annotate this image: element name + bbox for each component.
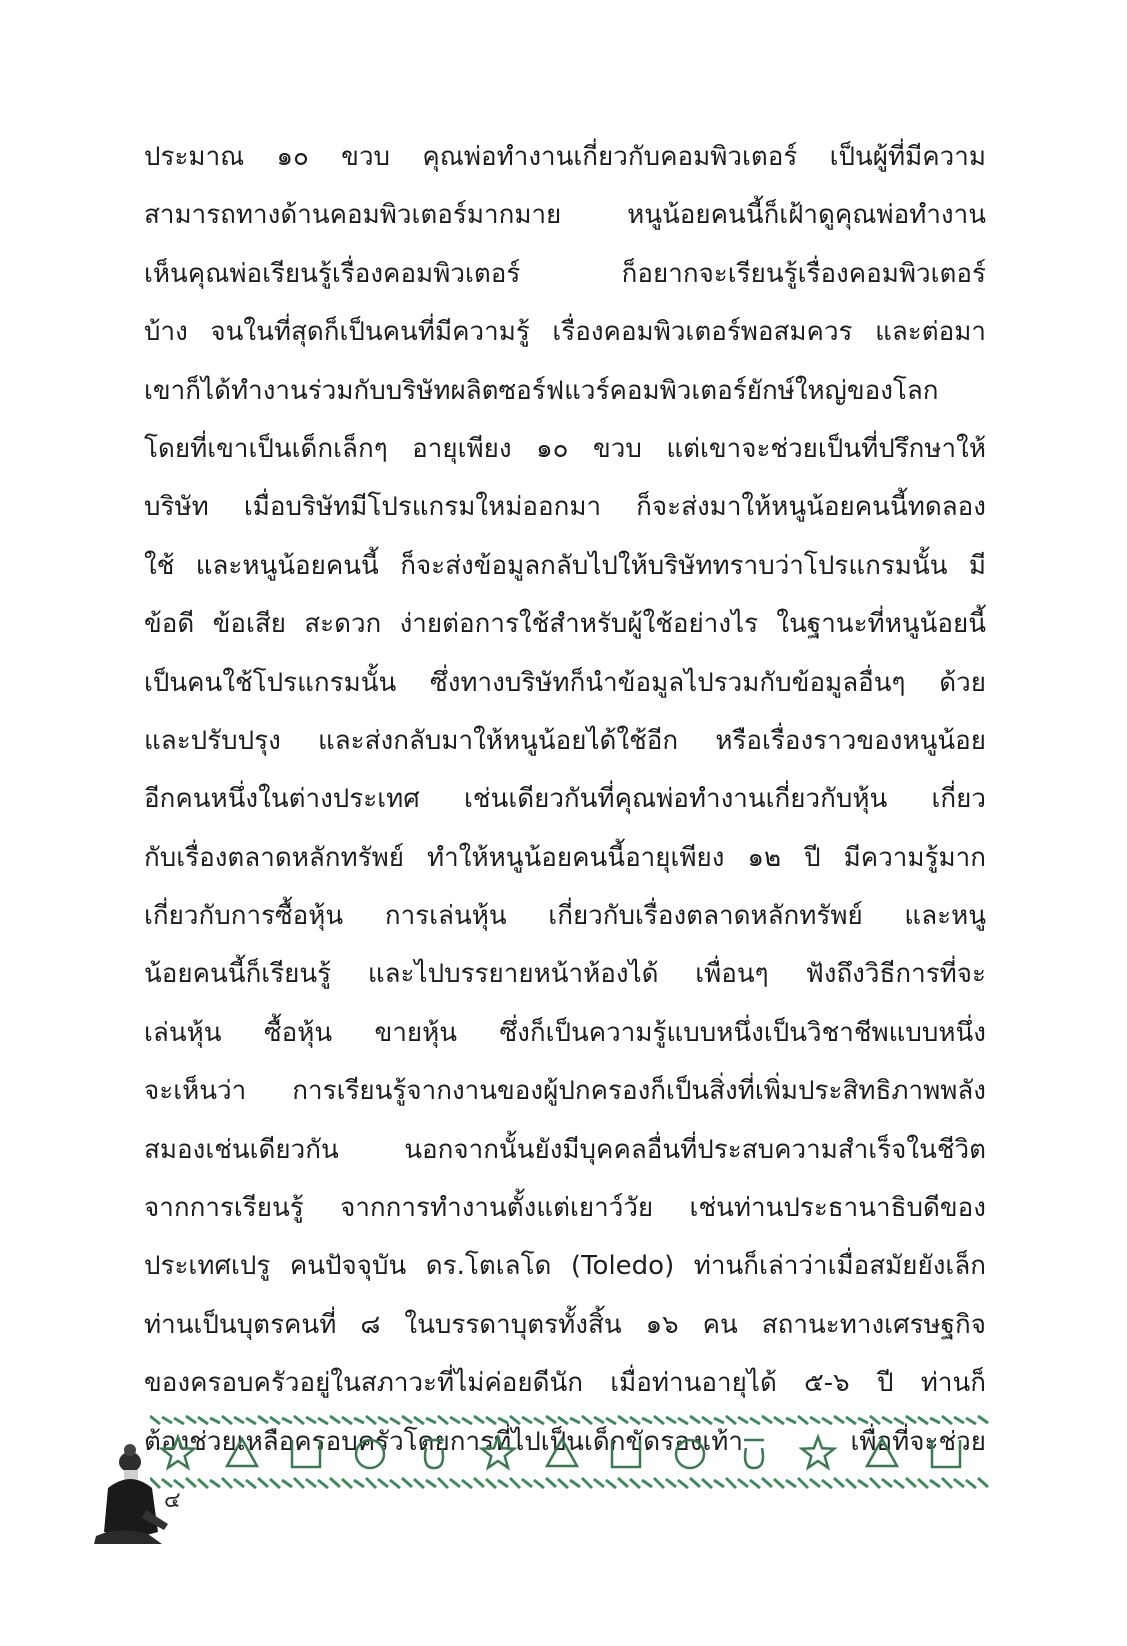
band-stroke <box>498 1418 508 1423</box>
band-stroke <box>306 1417 316 1423</box>
band-stroke <box>234 1417 244 1423</box>
band-stroke <box>282 1480 292 1487</box>
band-stroke <box>774 1417 784 1424</box>
band-stroke <box>546 1478 556 1487</box>
text-line: โดยที่เขาเป็นเด็กเล็กๆ อายุเพียง ๑๐ ขวบ แต่เขาจะช่วยเป็นที่ปรึกษาให้ <box>144 433 986 464</box>
band-stroke <box>150 1416 160 1424</box>
band-stroke <box>870 1478 880 1488</box>
band-stroke <box>726 1478 736 1488</box>
band-stroke <box>378 1417 388 1423</box>
band-stroke <box>666 1417 676 1423</box>
text-line: ประมาณ ๑๐ ขวบ คุณพ่อทำงานเกี่ยวกับคอมพิวเตอร์ เป็นผู้ที่มีความ <box>144 142 986 172</box>
band-stroke <box>630 1417 640 1424</box>
band-stroke <box>726 1416 736 1424</box>
band-stroke <box>534 1418 544 1424</box>
footer-shape-star <box>802 1437 834 1468</box>
band-stroke <box>762 1416 772 1423</box>
band-stroke <box>942 1416 952 1424</box>
band-stroke <box>366 1478 376 1488</box>
text-line: จากการเรียนรู้ จากการทำงานตั้งแต่เยาว์วัย เช่นท่านประธานาธิบดีของ <box>144 1193 986 1224</box>
footer-shape-triangle <box>227 1439 257 1466</box>
band-stroke <box>882 1417 892 1423</box>
text-line: กับเรื่องตลาดหลักทรัพย์ ทำให้หนูน้อยคนนี้อายุเพียง ๑๒ ปี มีความรู้มาก <box>144 842 986 873</box>
band-stroke <box>426 1418 436 1423</box>
band-stroke <box>966 1418 976 1424</box>
band-stroke <box>414 1479 424 1488</box>
band-stroke <box>894 1418 904 1424</box>
text-line: อีกคนหนึ่งในต่างประเทศ เช่นเดียวกันที่คุณพ่อทำงานเกี่ยวกับหุ้น เกี่ยว <box>144 784 986 815</box>
text-line: ของครอบครัวอยู่ในสภาวะที่ไม่ค่อยดีนัก เมื่อท่านอายุได้ ๕-๖ ปี ท่านก็ <box>144 1368 986 1399</box>
text-line: ข้อดี ข้อเสีย สะดวก ง่ายต่อการใช้สำหรับผู้ใช้อย่างไร ในฐานะที่หนูน้อยนี้ <box>144 609 986 640</box>
band-stroke <box>546 1416 556 1423</box>
band-stroke <box>930 1480 940 1487</box>
text-line: บริษัท เมื่อบริษัทมีโปรแกรมใหม่ออกมา ก็จะส่งมาให้หนูน้อยคนนี้ทดลอง <box>144 492 986 523</box>
band-stroke <box>510 1478 520 1488</box>
band-stroke <box>258 1478 268 1487</box>
band-stroke <box>366 1416 376 1424</box>
band-stroke <box>198 1479 208 1488</box>
band-stroke <box>858 1418 868 1423</box>
band-stroke <box>834 1478 844 1487</box>
band-stroke <box>918 1417 928 1424</box>
band-stroke <box>270 1479 280 1488</box>
text-line: ต้องช่วยเหลือครอบครัวโดยการที่ไปเป็นเด็กขัดรองเท้า เพื่อที่จะช่วย <box>144 1426 986 1457</box>
band-stroke <box>198 1417 208 1424</box>
band-stroke <box>966 1480 976 1488</box>
band-stroke <box>342 1417 352 1424</box>
band-stroke <box>678 1418 688 1424</box>
band-stroke <box>354 1418 364 1423</box>
band-stroke <box>318 1418 328 1424</box>
band-stroke <box>642 1418 652 1423</box>
text-line: เล่นหุ้น ซื้อหุ้น ขายหุ้น ซึ่งก็เป็นความรู้แบบหนึ่งเป็นวิชาชีพแบบหนึ่ง <box>144 1017 986 1048</box>
band-stroke <box>390 1418 400 1424</box>
band-stroke <box>846 1479 856 1488</box>
footer-shape-square <box>932 1440 960 1467</box>
band-stroke <box>906 1416 916 1423</box>
band-stroke <box>738 1479 748 1487</box>
band-stroke <box>462 1480 472 1488</box>
band-stroke <box>822 1418 832 1424</box>
band-stroke <box>222 1478 232 1488</box>
band-stroke <box>402 1478 412 1487</box>
band-stroke <box>414 1417 424 1424</box>
text-line: เกี่ยวกับการซื้อหุ้น การเล่นหุ้น เกี่ยวกับเรื่องตลาดหลักทรัพย์ และหนู <box>144 901 986 932</box>
band-stroke <box>210 1418 220 1423</box>
body-text <box>144 128 986 1471</box>
text-line: น้อยคนนี้ก็เรียนรู้ และไปบรรยายหน้าห้องได้ เพื่อนๆ ฟังถึงวิธีการที่จะ <box>144 959 986 990</box>
band-stroke <box>558 1479 568 1488</box>
band-stroke <box>522 1417 532 1423</box>
band-stroke <box>882 1479 892 1487</box>
band-stroke <box>798 1416 808 1424</box>
band-stroke <box>234 1479 244 1487</box>
band-stroke <box>666 1479 676 1487</box>
band-stroke <box>630 1479 640 1488</box>
band-stroke <box>282 1418 292 1423</box>
band-stroke <box>186 1416 196 1423</box>
band-stroke <box>162 1417 172 1423</box>
band-stroke <box>702 1417 712 1424</box>
footer-decoration-band <box>150 1414 990 1494</box>
band-stroke <box>246 1480 256 1488</box>
text-line: เป็นคนใช้โปรแกรมนั้น ซึ่งทางบริษัทก็นำข้อมูลไปรวมกับข้อมูลอื่นๆ ด้วย <box>144 667 986 698</box>
text-line: ประเทศเปรู คนปัจจุบัน ดร.โตเลโด (Toledo) ท่านก็เล่าว่าเมื่อสมัยยังเล็ก <box>144 1251 986 1282</box>
band-stroke <box>702 1479 712 1488</box>
band-stroke <box>930 1418 940 1423</box>
band-stroke <box>318 1480 328 1488</box>
band-stroke <box>774 1479 784 1488</box>
footer-shape-thai-letter <box>744 1440 764 1468</box>
band-stroke <box>750 1480 760 1488</box>
band-stroke <box>246 1418 256 1424</box>
band-stroke <box>438 1478 448 1488</box>
band-stroke <box>486 1479 496 1488</box>
text-line: สมองเช่นเดียวกัน นอกจากนั้นยังมีบุคคลอื่นที่ประสบความสำเร็จในชีวิต <box>144 1134 986 1165</box>
band-stroke <box>846 1417 856 1424</box>
text-line: เห็นคุณพ่อเรียนรู้เรื่องคอมพิวเตอร์ ก็อยากจะเรียนรู้เรื่องคอมพิวเตอร์ <box>144 258 986 289</box>
band-stroke <box>342 1479 352 1488</box>
band-stroke <box>978 1416 988 1423</box>
footer-shape-star <box>482 1437 514 1468</box>
band-stroke <box>762 1478 772 1487</box>
band-stroke <box>174 1418 184 1424</box>
band-stroke <box>258 1416 268 1423</box>
band-stroke <box>474 1478 484 1487</box>
band-stroke <box>450 1479 460 1487</box>
band-stroke <box>858 1480 868 1487</box>
footer-shape-circle <box>356 1440 384 1468</box>
page-number: ๔ <box>164 1488 181 1513</box>
text-line: เขาก็ได้ทำงานร่วมกับบริษัทผลิตซอร์ฟแวร์คอมพิวเตอร์ยักษ์ใหญ่ของโลก <box>144 375 939 406</box>
band-stroke <box>474 1416 484 1423</box>
band-stroke <box>582 1478 592 1488</box>
band-stroke <box>402 1416 412 1423</box>
footer-shape-thai-letter <box>424 1440 444 1468</box>
band-stroke <box>834 1416 844 1423</box>
band-stroke <box>558 1417 568 1424</box>
band-stroke <box>618 1416 628 1423</box>
text-line: ใช้ และหนูน้อยคนนี้ ก็จะส่งข้อมูลกลับไปให้บริษัททราบว่าโปรแกรมนั้น มี <box>144 550 986 581</box>
band-stroke <box>654 1478 664 1488</box>
band-stroke <box>810 1479 820 1487</box>
band-stroke <box>690 1478 700 1487</box>
band-stroke <box>510 1416 520 1424</box>
band-stroke <box>294 1416 304 1424</box>
band-stroke <box>870 1416 880 1424</box>
text-line: ท่านเป็นบุตรคนที่ ๘ ในบรรดาบุตรทั้งสิ้น ๑๖ คน สถานะทางเศรษฐกิจ <box>144 1309 986 1340</box>
band-stroke <box>498 1480 508 1487</box>
footer-shape-triangle <box>867 1439 897 1466</box>
band-stroke <box>654 1416 664 1424</box>
band-stroke <box>330 1478 340 1487</box>
band-stroke <box>750 1418 760 1424</box>
text-line: บ้าง จนในที่สุดก็เป็นคนที่มีความรู้ เรื่องคอมพิวเตอร์พอสมควร และต่อมา <box>144 317 986 348</box>
band-stroke <box>270 1417 280 1424</box>
band-stroke <box>690 1416 700 1423</box>
footer-shape-triangle <box>547 1439 577 1466</box>
band-stroke <box>738 1417 748 1423</box>
band-stroke <box>810 1417 820 1423</box>
band-stroke <box>786 1480 796 1487</box>
band-stroke <box>378 1479 388 1487</box>
band-stroke <box>942 1478 952 1488</box>
footer-shape-square <box>292 1440 320 1467</box>
band-stroke <box>714 1418 724 1423</box>
footer-shape-square <box>612 1440 640 1467</box>
band-stroke <box>954 1479 964 1487</box>
band-stroke <box>426 1480 436 1487</box>
footer-shape-circle <box>676 1440 704 1468</box>
band-stroke <box>786 1418 796 1423</box>
band-stroke <box>978 1478 988 1487</box>
band-stroke <box>534 1480 544 1488</box>
band-stroke <box>462 1418 472 1424</box>
band-stroke <box>570 1418 580 1423</box>
band-stroke <box>330 1416 340 1423</box>
band-stroke <box>918 1479 928 1488</box>
band-stroke <box>210 1480 220 1487</box>
band-stroke <box>894 1480 904 1488</box>
text-line: จะเห็นว่า การเรียนรู้จากงานของผู้ปกครองก็เป็นสิ่งที่เพิ่มประสิทธิภาพพลัง <box>144 1076 986 1107</box>
text-line: และปรับปรุง และส่งกลับมาให้หนูน้อยได้ใช้อีก หรือเรื่องราวของหนูน้อย <box>144 725 986 756</box>
band-stroke <box>450 1417 460 1423</box>
band-stroke <box>354 1480 364 1487</box>
band-stroke <box>642 1480 652 1487</box>
band-stroke <box>294 1478 304 1488</box>
band-stroke <box>438 1416 448 1424</box>
band-stroke <box>606 1418 616 1424</box>
band-stroke <box>822 1480 832 1488</box>
band-stroke <box>222 1416 232 1424</box>
band-stroke <box>606 1480 616 1488</box>
band-stroke <box>522 1479 532 1487</box>
band-stroke <box>306 1479 316 1487</box>
band-stroke <box>390 1480 400 1488</box>
band-stroke <box>486 1417 496 1424</box>
text-line: สามารถทางด้านคอมพิวเตอร์มากมาย หนูน้อยคนนี้ก็เฝ้าดูคุณพ่อทำงาน <box>144 200 986 231</box>
band-stroke <box>618 1478 628 1487</box>
band-stroke <box>954 1417 964 1423</box>
band-stroke <box>798 1478 808 1488</box>
band-stroke <box>594 1417 604 1423</box>
band-stroke <box>186 1478 196 1487</box>
band-stroke <box>678 1480 688 1488</box>
band-stroke <box>906 1478 916 1487</box>
band-stroke <box>714 1480 724 1487</box>
band-stroke <box>570 1480 580 1487</box>
band-stroke <box>582 1416 592 1424</box>
band-stroke <box>594 1479 604 1487</box>
